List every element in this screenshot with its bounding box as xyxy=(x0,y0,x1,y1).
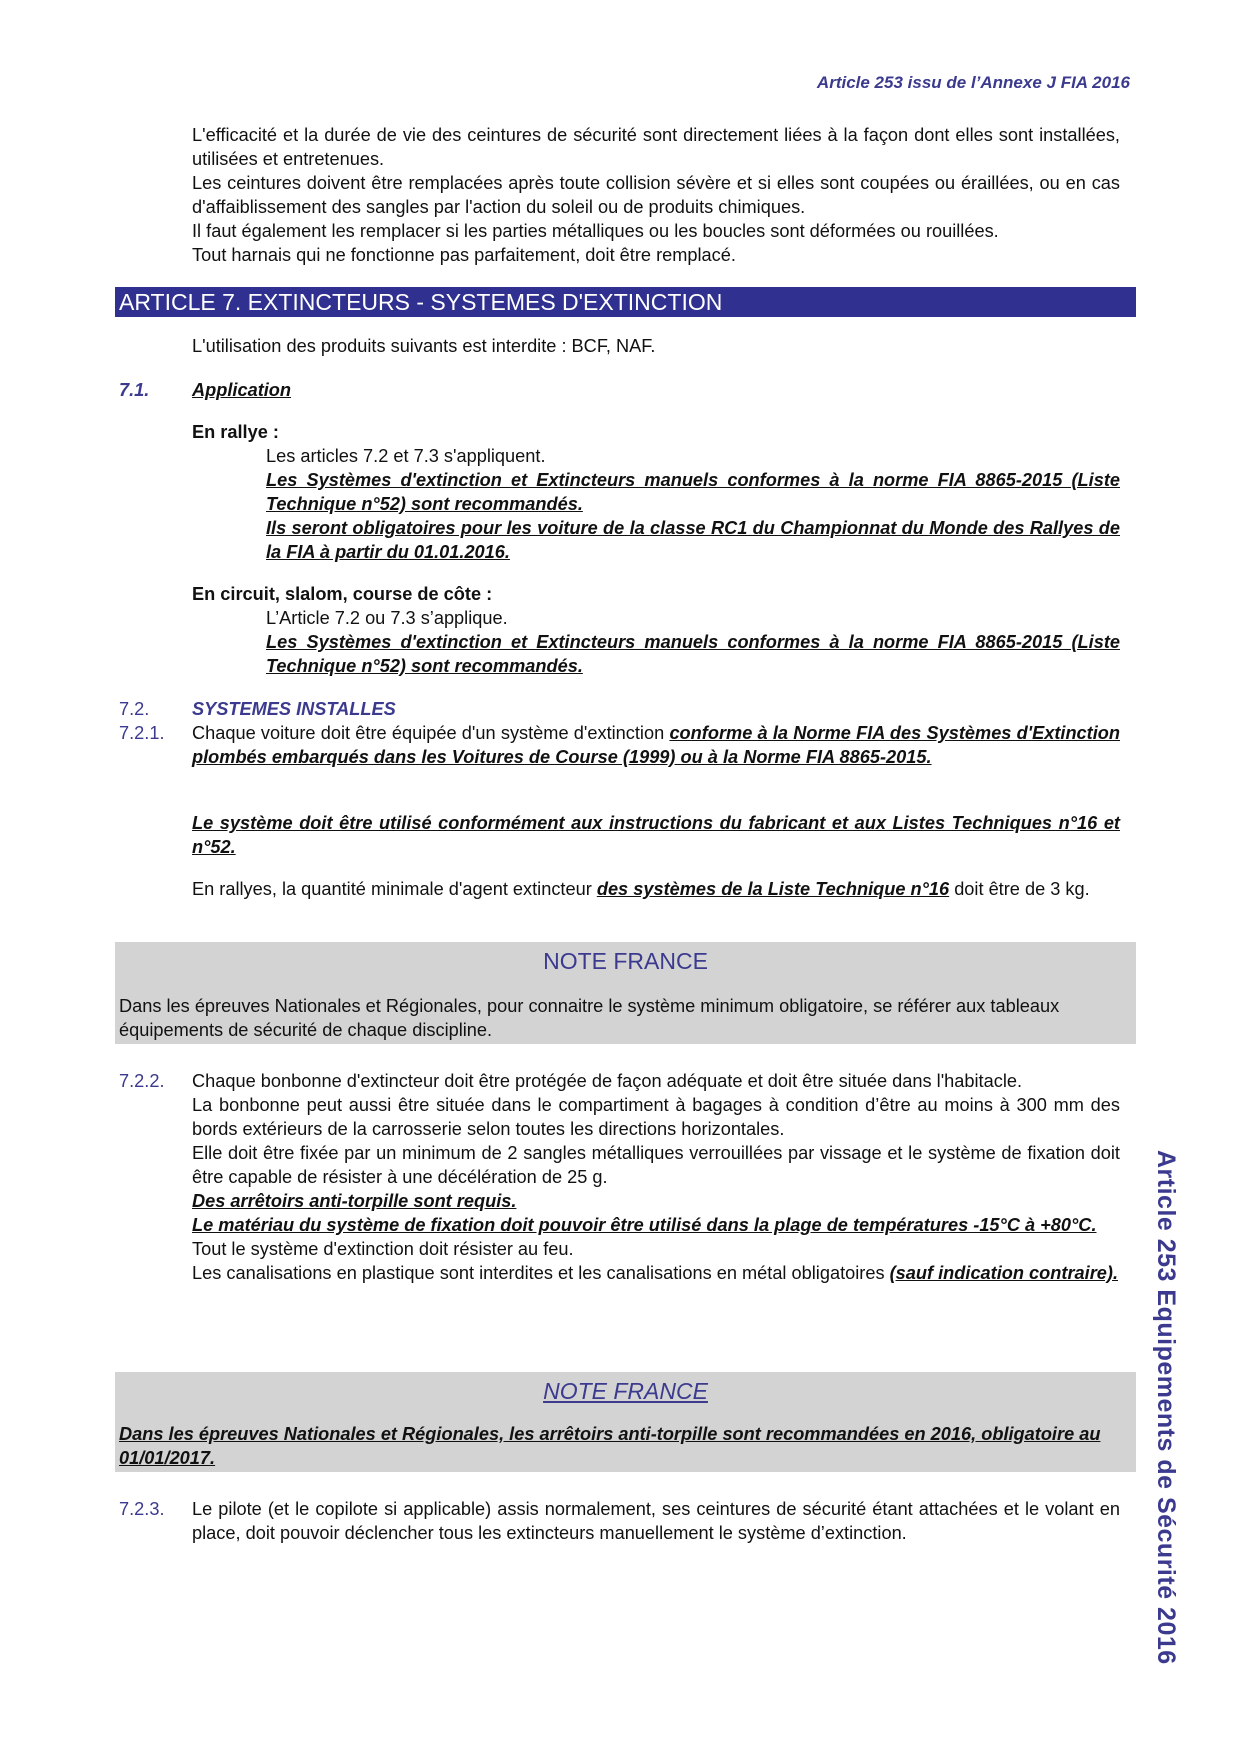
section-title-systemes: SYSTEMES INSTALLES xyxy=(192,699,396,719)
rallye-line-1: Les articles 7.2 et 7.3 s'appliquent. xyxy=(266,446,546,466)
note-france-box-1 xyxy=(115,942,1136,1044)
prohibited-products: L'utilisation des produits suivants est interdite : BCF, NAF. xyxy=(192,336,656,356)
s722-p3: Elle doit être fixée par un minimum de 2 sangles métalliques verrouillées par vissage et le système de fixation doit être capable de résister à une décélération de 25 g. xyxy=(192,1143,1120,1187)
s721-text: Chaque voiture doit être équipée d'un système d'extinction xyxy=(192,723,670,743)
rallye-label: En rallye : xyxy=(192,422,279,442)
section-number-7-2-2: 7.2.2. xyxy=(119,1071,165,1091)
intro-line-1: L'efficacité et la durée de vie des ceintures de sécurité sont directement liées à la façon dont elles sont installées, utilisées et entretenues. xyxy=(192,125,1120,169)
intro-line-3: Il faut également les remplacer si les parties métalliques ou les boucles sont déformées ou rouillées. xyxy=(192,221,999,241)
note-france-title-1: NOTE FRANCE xyxy=(543,948,708,974)
section-number-7-2-1: 7.2.1. xyxy=(119,723,165,743)
note-france-box-2 xyxy=(115,1372,1136,1472)
intro-line-4: Tout harnais qui ne fonctionne pas parfaitement, doit être remplacé. xyxy=(192,245,736,265)
s722-p5bu: (sauf indication contraire). xyxy=(889,1263,1118,1283)
circuit-line-1: L’Article 7.2 ou 7.3 s’applique. xyxy=(266,608,508,628)
section-number-7-2: 7.2. xyxy=(119,699,150,719)
note-france-title-2: NOTE FRANCE xyxy=(543,1378,708,1404)
s721-p3bu: des systèmes de la Liste Technique n°16 xyxy=(596,879,950,899)
s722-p1: Chaque bonbonne d'extincteur doit être protégée de façon adéquate et doit être située dans l'habitacle. xyxy=(192,1071,1023,1091)
s721-paragraph-1 xyxy=(192,721,1120,769)
rallye-recommendation: Les Systèmes d'extinction et Extincteurs manuels conformes à la norme FIA 8865-2015 (Liste Technique n°52) sont recommandés. xyxy=(266,470,1120,514)
s723-text: Le pilote (et le copilote si applicable) assis normalement, ses ceintures de sécurité étant attachées et le volant en place, doit pouvoir déclencher tous les extincteurs manuellement le système d’extinction. xyxy=(192,1499,1120,1543)
side-label: Article 253 Equipements de Sécurité 2016 xyxy=(1152,1150,1180,1665)
note-france-text-2: Dans les épreuves Nationales et Régionales, les arrêtoirs anti-torpille sont recommandées en 2016, obligatoire au 01/01/2017. xyxy=(119,1424,1101,1468)
running-header: Article 253 issu de l’Annexe J FIA 2016 xyxy=(816,73,1130,92)
section-number-7-2-3: 7.2.3. xyxy=(119,1499,165,1519)
intro-line-2: Les ceintures doivent être remplacées après toute collision sévère et si elles sont coupées ou éraillées, ou en cas d'affaiblissement des sangles par l'action du soleil ou de produits chimiques. xyxy=(192,173,1120,217)
rallye-obligation: Ils seront obligatoires pour les voiture de la classe RC1 du Championnat du Monde des Rallyes de la FIA à partir du 01.01.2016. xyxy=(266,518,1120,562)
s721-p3a: En rallyes, la quantité minimale d'agent extincteur xyxy=(192,879,597,899)
s722-p2: La bonbonne peut aussi être située dans le compartiment à bagages à condition d’être au moins à 300 mm des bords extérieurs de la carrosserie selon toutes les directions horizontales. xyxy=(192,1095,1120,1139)
s722-p5a: Les canalisations en plastique sont interdites et les canalisations en métal obligatoires xyxy=(192,1263,890,1283)
section-title-application: Application xyxy=(192,380,292,400)
circuit-label: En circuit, slalom, course de côte : xyxy=(192,584,493,604)
section-number-7-1: 7.1. xyxy=(119,380,150,400)
note-france-text-1: Dans les épreuves Nationales et Régionales, pour connaitre le système minimum obligatoire, se référer aux tableaux équipements de sécurité de chaque discipline. xyxy=(119,996,1060,1040)
s721-paragraph-3 xyxy=(192,877,1120,901)
s721-paragraph-2: Le système doit être utilisé conformément aux instructions du fabricant et aux Listes Techniques n°16 et n°52. xyxy=(192,813,1120,857)
s721-norm: conforme à la Norme FIA des Systèmes d'Extinction plombés embarqués dans les Voitures de Course (1999) ou à la Norme FIA 8865-2015. xyxy=(192,723,1120,767)
circuit-recommendation: Les Systèmes d'extinction et Extincteurs manuels conformes à la norme FIA 8865-2015 (Liste Technique n°52) sont recommandés. xyxy=(266,632,1120,676)
s722-p4: Tout le système d'extinction doit résister au feu. xyxy=(192,1239,574,1259)
article-heading: ARTICLE 7. EXTINCTEURS - SYSTEMES D'EXTINCTION xyxy=(115,287,1136,317)
intro-paragraph xyxy=(192,123,1120,267)
s722-p5 xyxy=(192,1261,1120,1285)
s722-b1: Des arrêtoirs anti-torpille sont requis. xyxy=(192,1191,517,1211)
s722-body xyxy=(192,1069,1120,1285)
s721-p3c: doit être de 3 kg. xyxy=(949,879,1090,899)
s722-b2: Le matériau du système de fixation doit pouvoir être utilisé dans la plage de températures -15°C à +80°C. xyxy=(192,1215,1097,1235)
